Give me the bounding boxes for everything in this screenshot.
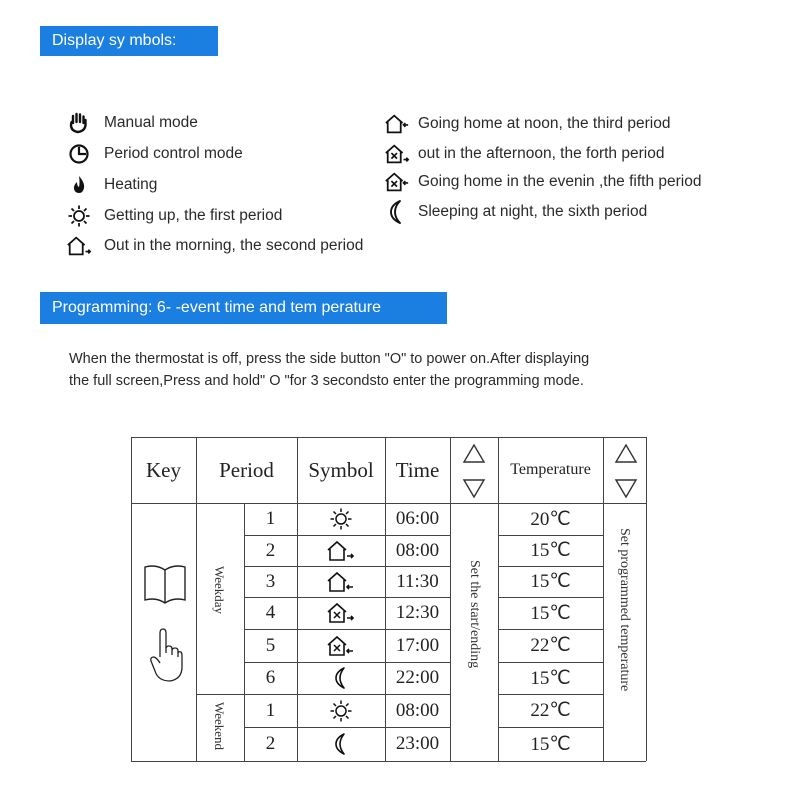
header-symbol: Symbol <box>308 457 374 482</box>
legend-item-house-out <box>66 235 363 257</box>
clock-icon <box>66 143 92 165</box>
temp-up-down-icon <box>610 442 642 500</box>
instructions <box>69 348 709 392</box>
sun-icon <box>329 699 353 723</box>
period-number: 6 <box>265 667 276 688</box>
row-symbol <box>297 727 385 761</box>
row-symbol <box>297 597 385 629</box>
legend-item-heating <box>66 174 157 196</box>
legend-label: Getting up, the first period <box>104 207 283 224</box>
legend-label: Going home in the evenin ,the fifth period <box>418 173 702 190</box>
period-number: 4 <box>265 602 276 623</box>
legend-label: Period control mode <box>104 145 243 162</box>
legend-item-house-cross-in <box>384 171 702 193</box>
house-cross-out-icon <box>384 143 410 165</box>
moon-icon <box>384 201 410 223</box>
period-number: 2 <box>265 733 276 754</box>
pointing-hand-icon <box>148 627 184 685</box>
temp-hint: Set programmed temperature <box>617 528 632 692</box>
row-temperature: 20℃ <box>530 508 571 530</box>
row-temperature: 15℃ <box>530 571 571 592</box>
legend-item-moon <box>384 201 647 223</box>
house-cross-in-icon <box>326 635 356 657</box>
instructions-line-2: the full screen,Press and hold" O "for 3 secondsto enter the programming mode. <box>69 373 584 389</box>
sun-icon <box>329 507 353 531</box>
section-banner-programming: Programming: 6- -event time and tem perature <box>40 292 447 324</box>
time-up-down-icon <box>458 442 490 500</box>
time-hint: Set the start/ending <box>467 560 482 669</box>
moon-icon <box>331 666 351 690</box>
row-temperature: 15℃ <box>530 540 571 561</box>
weekday-label: Weekday <box>212 566 227 615</box>
flame-icon <box>66 174 92 196</box>
legend-item-house-cross-out <box>384 143 664 165</box>
legend-item-manual <box>66 112 198 134</box>
legend-item-sun <box>66 205 282 227</box>
row-time: 23:00 <box>395 733 440 754</box>
row-symbol <box>297 566 385 597</box>
row-symbol <box>297 535 385 566</box>
header-time: Time <box>395 457 440 482</box>
house-out-icon <box>326 540 356 562</box>
legend-label: Manual mode <box>104 114 198 131</box>
row-time: 11:30 <box>396 570 439 592</box>
house-cross-in-icon <box>384 171 410 193</box>
row-symbol <box>297 503 385 535</box>
weekend-label: Weekend <box>212 702 227 751</box>
row-time: 08:00 <box>395 699 440 721</box>
row-time: 08:00 <box>395 539 440 561</box>
instructions-line-1: When the thermostat is off, press the side button "O" to power on.After displaying <box>69 351 590 367</box>
house-out-icon <box>66 235 92 257</box>
header-key: Key <box>146 457 181 482</box>
row-time: 22:00 <box>395 667 440 688</box>
house-in-icon <box>384 113 410 135</box>
section-banner-display-symbols: Display sy mbols: <box>40 26 218 56</box>
table-border-bottom <box>131 761 646 762</box>
row-time: 12:30 <box>395 602 440 623</box>
moon-icon <box>331 732 351 756</box>
row-temperature: 15℃ <box>530 602 571 624</box>
house-in-icon <box>326 571 356 593</box>
house-cross-out-icon <box>326 602 356 624</box>
period-number: 3 <box>265 570 276 592</box>
header-period: Period <box>219 458 274 482</box>
period-number: 1 <box>265 699 276 721</box>
row-time: 17:00 <box>395 634 440 656</box>
row-symbol <box>297 662 385 694</box>
row-temperature: 15℃ <box>530 733 571 755</box>
table-column-line <box>646 437 647 761</box>
table-column-line <box>450 437 451 761</box>
hand-icon <box>66 112 92 134</box>
sun-icon <box>66 205 92 227</box>
row-time: 06:00 <box>395 508 440 529</box>
book-icon <box>142 562 188 606</box>
legend-label: Going home at noon, the third period <box>418 115 671 132</box>
row-symbol <box>297 694 385 727</box>
legend-label: Out in the morning, the second period <box>104 237 364 254</box>
legend-label: Sleeping at night, the sixth period <box>418 203 648 220</box>
period-number: 1 <box>265 508 276 529</box>
row-temperature: 15℃ <box>530 667 571 689</box>
period-number: 2 <box>265 539 276 561</box>
period-number: 5 <box>265 634 276 656</box>
legend-item-house-in <box>384 113 670 135</box>
table-column-line <box>603 437 604 761</box>
row-temperature: 22℃ <box>530 700 571 721</box>
row-symbol <box>297 629 385 662</box>
legend-label: out in the afternoon, the forth period <box>418 145 665 162</box>
legend-item-period-control <box>66 143 243 165</box>
table-row-line <box>196 694 244 695</box>
legend-label: Heating <box>104 176 158 193</box>
header-temperature: Temperature <box>510 461 591 478</box>
row-temperature: 22℃ <box>530 635 571 656</box>
